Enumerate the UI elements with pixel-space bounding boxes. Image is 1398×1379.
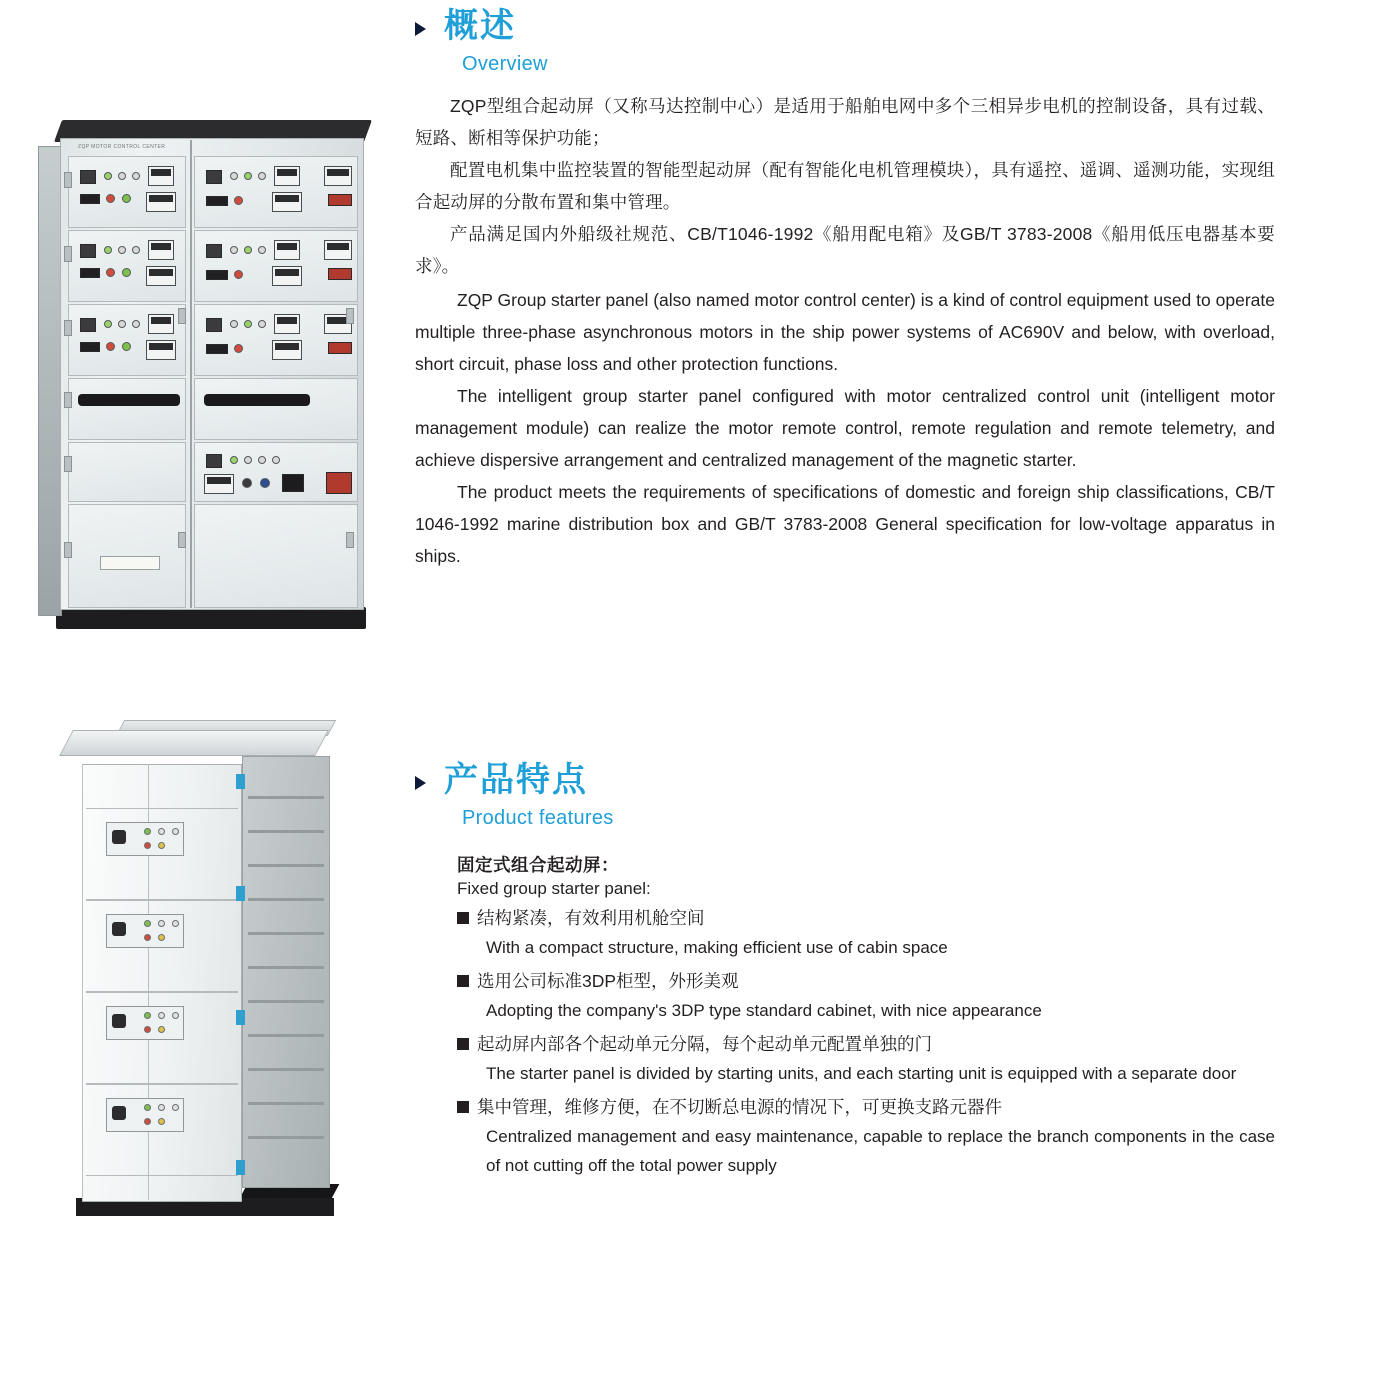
indicator-lamp-amber (158, 1026, 165, 1033)
indicator-lamp-amber (158, 934, 165, 941)
photo-cabinet-divider (190, 140, 192, 608)
indicator-lamp-green (122, 194, 131, 203)
side-louver (248, 796, 324, 799)
door-hinge (346, 532, 354, 548)
meter-display (272, 192, 302, 212)
feature-item (457, 1029, 1275, 1088)
meter-display (204, 474, 234, 494)
indicator-lamp-red (234, 344, 243, 353)
indicator-lamp-white (118, 172, 126, 180)
features-subtitle-en: Fixed group starter panel: (457, 879, 651, 899)
feature-item-en: Adopting the company's 3DP type standard cabinet, with nice appearance (486, 1001, 1042, 1021)
latch-tab (236, 774, 245, 789)
indicator-lamp-green (230, 456, 238, 464)
feature-item-cn-row (457, 1092, 1275, 1122)
indicator-lamp-green (244, 246, 252, 254)
side-louver (248, 1000, 324, 1003)
meter-display (324, 166, 352, 186)
starter-unit (68, 442, 186, 502)
meter-display (146, 192, 176, 212)
selector-knob (112, 830, 126, 844)
latch-tab (236, 1160, 245, 1175)
meter-display (148, 314, 174, 334)
indicator-lamp-white (172, 1104, 179, 1111)
square-bullet-icon (457, 975, 469, 987)
emergency-stop-button (328, 194, 352, 206)
meter-display (324, 240, 352, 260)
door-hinge (64, 456, 72, 472)
indicator-lamp-red (234, 196, 243, 205)
emergency-stop-button (328, 268, 352, 280)
meter-display (148, 166, 174, 186)
indicator-lamp-green (122, 342, 131, 351)
control-switch (282, 474, 304, 492)
door-hinge (178, 308, 186, 324)
indicator-lamp-green (144, 828, 151, 835)
overview-paragraph-cn: 配置电机集中监控装置的智能型起动屏（配有智能化电机管理模块），具有遥控、遥调、遥测功能，实现组合起动屏的分散布置和集中管理。 (415, 160, 1275, 213)
door-hinge (64, 246, 72, 262)
cabinet-nameplate-text: ZQP MOTOR CONTROL CENTER (78, 144, 166, 150)
indicator-lamp-amber (158, 1118, 165, 1125)
switch-icon (80, 318, 96, 332)
feature-item-cn: 集中管理，维修方便，在不切断总电源的情况下，可更换支路元器件 (477, 1097, 1002, 1118)
indicator-lamp-green (104, 320, 112, 328)
door-hinge (64, 392, 72, 408)
meter-display (274, 240, 300, 260)
feature-item-en: With a compact structure, making efficient use of cabin space (486, 938, 948, 958)
overview-paragraph-en: The product meets the requirements of specifications of domestic and foreign ship classifications, CB/T 1046-1992 marine distribution box and GB/T 3783-2008 General specification for low-voltage apparatus in ships. (415, 482, 1275, 567)
side-louver (248, 864, 324, 867)
image-column (0, 0, 400, 1379)
indicator-lamp-red (144, 842, 151, 849)
overview-heading (415, 8, 1275, 45)
breaker-switch (206, 344, 228, 354)
switch-icon (80, 170, 96, 184)
switch-icon (206, 454, 222, 468)
meter-display (146, 266, 176, 286)
feature-item-cn-row (457, 966, 1275, 996)
photo-side-panel (38, 146, 62, 616)
latch-tab (236, 1010, 245, 1025)
product-photo-front (38, 112, 378, 637)
overview-paragraph-cn: ZQP型组合起动屏（又称马达控制中心）是适用于船舶电网中多个三相异步电机的控制设备，具有过载、短路、断相等保护功能； (415, 96, 1275, 149)
breaker-switch (80, 268, 100, 278)
meter-display (272, 340, 302, 360)
indicator-lamp-white (258, 246, 266, 254)
indicator-lamp-white (172, 1012, 179, 1019)
indicator-lamp-red (106, 268, 115, 277)
overview-title-cn: 概述 (444, 7, 516, 45)
feature-item-cn: 起动屏内部各个起动单元分隔，每个起动单元配置单独的门 (477, 1034, 932, 1055)
indicator-lamp-white (118, 246, 126, 254)
indicator-lamp-white (172, 828, 179, 835)
indicator-lamp-green (104, 246, 112, 254)
features-title-cn: 产品特点 (444, 761, 588, 799)
indicator-lamp-red (106, 194, 115, 203)
door-handle (204, 394, 310, 406)
features-heading (415, 762, 1275, 799)
selector-knob (260, 478, 270, 488)
photo-roof (59, 730, 329, 756)
switch-icon (206, 244, 222, 258)
starter-unit (194, 504, 358, 608)
indicator-lamp-red (144, 1118, 151, 1125)
side-louver (248, 1034, 324, 1037)
switch-icon (80, 244, 96, 258)
indicator-lamp-white (272, 456, 280, 464)
feature-item-cn: 选用公司标准3DP柜型，外形美观 (477, 971, 739, 992)
overview-title-en: Overview (462, 53, 548, 76)
breaker-switch (80, 194, 100, 204)
indicator-lamp-white (158, 1012, 165, 1019)
overview-section (415, 8, 1275, 572)
meter-display (148, 240, 174, 260)
side-louver (248, 1136, 324, 1139)
indicator-lamp-white (118, 320, 126, 328)
overview-paragraph-en: The intelligent group starter panel configured with motor centralized control unit (intelligent motor management module) can realize the motor remote control, remote regulation and remote telemetry, and achieve dispersive arrangement and centralized management of the magnetic starter. (415, 386, 1275, 471)
indicator-lamp-green (144, 1104, 151, 1111)
indicator-lamp-white (132, 320, 140, 328)
indicator-lamp-green (244, 320, 252, 328)
selector-knob (112, 922, 126, 936)
latch-tab (236, 886, 245, 901)
indicator-lamp-white (158, 828, 165, 835)
indicator-lamp-red (144, 1026, 151, 1033)
door-handle (78, 394, 180, 406)
indicator-lamp-white (230, 172, 238, 180)
switch-icon (206, 170, 222, 184)
indicator-lamp-green (144, 920, 151, 927)
selector-knob (112, 1106, 126, 1120)
side-louver (248, 898, 324, 901)
switch-icon (206, 318, 222, 332)
feature-item-cn-row (457, 903, 1275, 933)
feature-item (457, 1092, 1275, 1180)
selector-knob (112, 1014, 126, 1028)
starter-unit (194, 378, 358, 440)
meter-display (272, 266, 302, 286)
feature-item-cn-row (457, 1029, 1275, 1059)
door-hinge (64, 320, 72, 336)
overview-paragraph-cn: 产品满足国内外船级社规范、CB/T1046-1992《船用配电箱》及GB/T 3783-2008《船用低压电器基本要求》。 (415, 224, 1275, 277)
meter-display (274, 166, 300, 186)
selector-knob (242, 478, 252, 488)
photo-base (56, 607, 366, 629)
indicator-lamp-white (158, 1104, 165, 1111)
feature-item (457, 903, 1275, 962)
emergency-stop-button (328, 342, 352, 354)
door-hinge (178, 532, 186, 548)
side-louver (248, 932, 324, 935)
side-louver (248, 1068, 324, 1071)
product-photo-angled (58, 712, 388, 1242)
indicator-lamp-green (104, 172, 112, 180)
emergency-stop-button (326, 472, 352, 494)
side-louver (248, 1102, 324, 1105)
indicator-lamp-white (230, 320, 238, 328)
side-louver (248, 830, 324, 833)
door-hinge (346, 308, 354, 324)
breaker-switch (206, 270, 228, 280)
indicator-lamp-white (258, 456, 266, 464)
side-louver (248, 966, 324, 969)
features-title-en: Product features (462, 807, 614, 830)
feature-item (457, 966, 1275, 1025)
indicator-lamp-red (106, 342, 115, 351)
features-section (415, 762, 1275, 1180)
indicator-lamp-red (144, 934, 151, 941)
indicator-lamp-white (172, 920, 179, 927)
overview-paragraph-en: ZQP Group starter panel (also named motor control center) is a kind of control equipment used to operate multiple three-phase asynchronous motors in the ship power systems of AC690V and below, with overload, short circuit, phase loss and other protection functions. (415, 290, 1275, 375)
indicator-lamp-white (258, 172, 266, 180)
indicator-lamp-white (158, 920, 165, 927)
indicator-lamp-amber (158, 842, 165, 849)
features-subtitle-cn: 固定式组合起动屏： (457, 855, 619, 876)
indicator-lamp-white (230, 246, 238, 254)
indicator-lamp-white (258, 320, 266, 328)
text-column (415, 0, 1285, 1379)
indicator-lamp-green (122, 268, 131, 277)
square-bullet-icon (457, 1038, 469, 1050)
starter-unit (68, 378, 186, 440)
indicator-lamp-green (244, 172, 252, 180)
indicator-lamp-white (244, 456, 252, 464)
feature-item-en: Centralized management and easy maintenance, capable to replace the branch components in the case of not cutting off the total power supply (486, 1127, 1275, 1176)
triangle-bullet-icon (415, 776, 426, 790)
breaker-switch (206, 196, 228, 206)
door-hinge (64, 542, 72, 558)
indicator-lamp-white (132, 246, 140, 254)
cabinet-label-plate (100, 556, 160, 570)
square-bullet-icon (457, 1101, 469, 1113)
feature-item-cn: 结构紧凑，有效利用机舱空间 (477, 908, 705, 929)
square-bullet-icon (457, 912, 469, 924)
panel-edge (82, 764, 83, 1200)
indicator-lamp-green (144, 1012, 151, 1019)
photo-side-face (242, 756, 330, 1188)
indicator-lamp-red (234, 270, 243, 279)
meter-display (146, 340, 176, 360)
triangle-bullet-icon (415, 22, 426, 36)
indicator-lamp-white (132, 172, 140, 180)
breaker-switch (80, 342, 100, 352)
door-hinge (64, 172, 72, 188)
feature-item-en: The starter panel is divided by starting units, and each starting unit is equipped with a separate door (486, 1064, 1237, 1084)
meter-display (274, 314, 300, 334)
